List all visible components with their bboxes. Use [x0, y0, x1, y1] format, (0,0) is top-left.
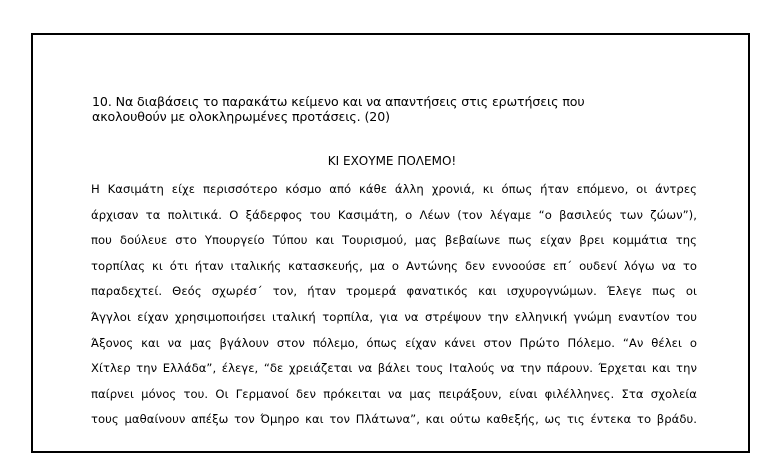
story-line: Άξονος και να μας βγάλουν στον πόλεμο, όπως είχαν κάνει στον Πρώτο Πόλεμο. “Αν θέλει ο — [91, 335, 697, 350]
question-line-2: ακολουθούν με ολοκληρωμένες προτάσεις. (20) — [92, 109, 390, 124]
question-prompt — [92, 94, 692, 124]
story-line: Άγγλοι είχαν χρησιμοποιήσει ιταλική τορπίλα, για να στρέψουν την ελληνική γνώμη εναντίον του — [91, 309, 697, 324]
story-line: Η Κασιμάτη είχε περισσότερο κόσμο από κάθε άλλη χρονιά, κι όπως ήταν επόμενο, οι άντρες — [91, 182, 697, 196]
story-line: Χίτλερ την Ελλάδα”, έλεγε, “δε χρειάζεται να βάλει τους Ιταλούς να την πάρουν. Έρχεται και την — [91, 361, 697, 376]
question-line-1: 10. Να διαβάσεις το παρακάτω κείμενο και να απαντήσεις στις ερωτήσεις που — [92, 94, 585, 109]
story-line: που δούλευε στο Υπουργείο Τύπου και Τουρισμού, μας βεβαίωνε πως είχαν βρει κομμάτια της — [91, 233, 697, 248]
story-title: ΚΙ ΕΧΟΥΜΕ ΠΟΛΕΜΟ! — [327, 154, 457, 168]
story-line: άρχισαν τα πολιτικά. Ο ξάδερφος του Κασιμάτη, ο Λέων (τον λέγαμε “ο βασιλεύς των ζώων”), — [91, 207, 697, 222]
story-line: τορπίλας κι ότι ήταν ιταλικής κατασκευής, μα ο Αντώνης δεν εννοούσε επ΄ ουδενί λόγω να το — [91, 258, 697, 273]
story-line: παίρνει μόνος του. Οι Γερμανοί δεν πρόκειται να μας πειράξουν, είναι φιλέλληνες. Στα σχολεία — [91, 386, 697, 401]
story-line: τους μαθαίνουν απέξω τον Όμηρο και τον Πλάτωνα”, και ούτω καθεξής, ως τις έντεκα το βράδυ. — [91, 412, 697, 427]
story-line: παραδεχτεί. Θεός σχωρέσ΄ τον, ήταν τρομερά φανατικός και ισχυρογνώμων. Έλεγε πως οι — [91, 284, 697, 299]
story-body — [91, 182, 697, 438]
